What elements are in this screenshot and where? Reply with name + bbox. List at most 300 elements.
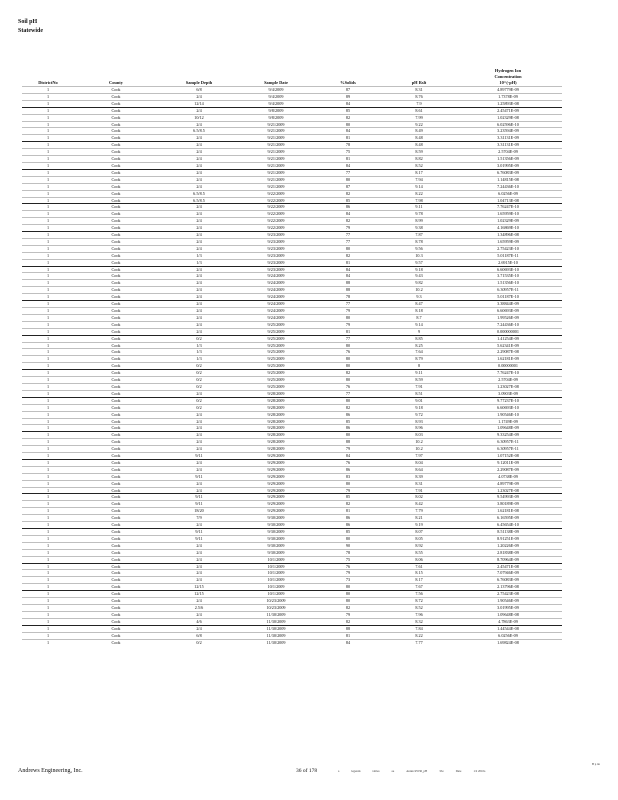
header-county: County bbox=[109, 80, 123, 85]
cell-sample-depth: 2/4 bbox=[158, 238, 240, 245]
table-row bbox=[22, 598, 562, 605]
cell-solids: 79 bbox=[312, 308, 384, 315]
cell-district: 1 bbox=[22, 418, 74, 425]
table-body bbox=[22, 87, 562, 646]
cell-solids: 84 bbox=[312, 266, 384, 273]
cell-solids: 84 bbox=[312, 453, 384, 460]
cell-county: Cook bbox=[74, 114, 158, 121]
cell-hydrogen-ion: 4.89779E-09 bbox=[454, 480, 562, 487]
cell-county: Cook bbox=[74, 611, 158, 618]
cell-district: 1 bbox=[22, 639, 74, 645]
cell-hydrogen-ion: 6.60693E-09 bbox=[454, 308, 562, 315]
cell-ph: 8.48 bbox=[384, 142, 454, 149]
header-hion-line1: Hydrogen Ion bbox=[494, 68, 522, 73]
cell-sample-date: 9/22/2009 bbox=[240, 225, 312, 232]
cell-sample-date: 9/21/2009 bbox=[240, 128, 312, 135]
cell-sample-date: 9/28/2009 bbox=[240, 418, 312, 425]
cell-solids: 79 bbox=[312, 487, 384, 494]
table-row bbox=[22, 432, 562, 439]
cell-sample-date: 10/1/2009 bbox=[240, 556, 312, 563]
footer-meta-item: 3/le bbox=[439, 769, 444, 773]
table-row bbox=[22, 107, 562, 114]
cell-hydrogen-ion: 1.25893E-08 bbox=[454, 100, 562, 107]
cell-district: 1 bbox=[22, 425, 74, 432]
cell-ph: 8.99 bbox=[384, 218, 454, 225]
cell-sample-date: 9/21/2009 bbox=[240, 135, 312, 142]
cell-hydrogen-ion: 5.01187E-10 bbox=[454, 294, 562, 301]
cell-hydrogen-ion: 1.51356E-10 bbox=[454, 280, 562, 287]
cell-ph: 8.39 bbox=[384, 473, 454, 480]
table-row bbox=[22, 604, 562, 611]
cell-sample-depth: 2/4 bbox=[158, 321, 240, 328]
cell-ph: 9 bbox=[384, 328, 454, 335]
cell-ph: 8.85 bbox=[384, 335, 454, 342]
report-subtitle: Statewide bbox=[18, 28, 43, 34]
cell-sample-date: 9/21/2009 bbox=[240, 183, 312, 190]
cell-ph: 9.18 bbox=[384, 266, 454, 273]
header-hion-line3: 10^(-pH) bbox=[499, 80, 517, 85]
cell-solids: 82 bbox=[312, 190, 384, 197]
cell-district: 1 bbox=[22, 149, 74, 156]
table-row bbox=[22, 411, 562, 418]
cell-county: Cook bbox=[74, 363, 158, 370]
cell-hydrogen-ion: 2.13796E-08 bbox=[454, 584, 562, 591]
cell-solids: 76 bbox=[312, 349, 384, 356]
cell-district: 1 bbox=[22, 225, 74, 232]
table-row bbox=[22, 273, 562, 280]
cell-solids: 80 bbox=[312, 377, 384, 384]
cell-sample-depth: 0/2 bbox=[158, 370, 240, 377]
cell-district: 1 bbox=[22, 169, 74, 176]
cell-sample-date: 9/21/2009 bbox=[240, 149, 312, 156]
cell-district: 1 bbox=[22, 390, 74, 397]
cell-hydrogen-ion: 3.0903E-09 bbox=[454, 390, 562, 397]
cell-district: 1 bbox=[22, 156, 74, 163]
cell-district: 1 bbox=[22, 183, 74, 190]
cell-district: 1 bbox=[22, 459, 74, 466]
cell-ph: 7.91 bbox=[384, 383, 454, 390]
cell-county: Cook bbox=[74, 176, 158, 183]
cell-hydrogen-ion: 1.90546E-09 bbox=[454, 598, 562, 605]
header-solids: %Solids bbox=[340, 80, 356, 85]
cell-hydrogen-ion: 3.23594E-09 bbox=[454, 128, 562, 135]
cell-sample-depth: 2/4 bbox=[158, 162, 240, 169]
table-row bbox=[22, 556, 562, 563]
cell-sample-date: 9/23/2009 bbox=[240, 259, 312, 266]
cell-sample-date: 9/29/2009 bbox=[240, 494, 312, 501]
cell-county: Cook bbox=[74, 266, 158, 273]
cell-ph: 8.49 bbox=[384, 128, 454, 135]
table-row bbox=[22, 225, 562, 232]
cell-hydrogen-ion: 6.30957E-11 bbox=[454, 439, 562, 446]
cell-solids: 86 bbox=[312, 515, 384, 522]
cell-district: 1 bbox=[22, 266, 74, 273]
cell-sample-date: 9/4/2009 bbox=[240, 93, 312, 100]
cell-sample-date: 9/29/2009 bbox=[240, 480, 312, 487]
cell-ph: 9.82 bbox=[384, 280, 454, 287]
footer-meta-item: Ander/45536_pH bbox=[406, 769, 428, 773]
cell-district: 1 bbox=[22, 473, 74, 480]
cell-hydrogen-ion: 1.02329E-09 bbox=[454, 218, 562, 225]
cell-district: 1 bbox=[22, 432, 74, 439]
table-row bbox=[22, 259, 562, 266]
cell-county: Cook bbox=[74, 100, 158, 107]
cell-sample-date: 9/22/2009 bbox=[240, 218, 312, 225]
cell-ph: 7.79 bbox=[384, 508, 454, 515]
cell-hydrogen-ion: 1.41254E-09 bbox=[454, 335, 562, 342]
cell-solids: 85 bbox=[312, 107, 384, 114]
cell-sample-depth: 2/4 bbox=[158, 280, 240, 287]
cell-sample-depth: 2/4 bbox=[158, 149, 240, 156]
table-row bbox=[22, 508, 562, 515]
cell-solids: 80 bbox=[312, 397, 384, 404]
cell-sample-date: 9/23/2009 bbox=[240, 252, 312, 259]
header-hydrogen-ion bbox=[454, 60, 562, 87]
cell-county: Cook bbox=[74, 308, 158, 315]
cell-solids: 80 bbox=[312, 314, 384, 321]
cell-ph: 7.61 bbox=[384, 563, 454, 570]
report-title: Soil pH bbox=[18, 19, 38, 25]
cell-county: Cook bbox=[74, 390, 158, 397]
table-row bbox=[22, 335, 562, 342]
cell-county: Cook bbox=[74, 632, 158, 639]
report-title-block bbox=[18, 18, 43, 36]
table-row bbox=[22, 176, 562, 183]
cell-ph: 8.59 bbox=[384, 149, 454, 156]
cell-sample-depth: 2/4 bbox=[158, 432, 240, 439]
table-row bbox=[22, 480, 562, 487]
cell-district: 1 bbox=[22, 618, 74, 625]
cell-sample-depth: 9/11 bbox=[158, 535, 240, 542]
table-row bbox=[22, 618, 562, 625]
cell-district: 1 bbox=[22, 190, 74, 197]
table-row bbox=[22, 549, 562, 556]
cell-hydrogen-ion: 7.24436E-10 bbox=[454, 321, 562, 328]
cell-ph: 10.2 bbox=[384, 439, 454, 446]
cell-county: Cook bbox=[74, 135, 158, 142]
cell-county: Cook bbox=[74, 473, 158, 480]
table-row bbox=[22, 529, 562, 536]
table-row bbox=[22, 625, 562, 632]
cell-county: Cook bbox=[74, 156, 158, 163]
table-row bbox=[22, 238, 562, 245]
cell-solids: 80 bbox=[312, 598, 384, 605]
cell-county: Cook bbox=[74, 425, 158, 432]
cell-district: 1 bbox=[22, 321, 74, 328]
cell-hydrogen-ion: 2.5704E-09 bbox=[454, 377, 562, 384]
cell-ph: 9.11 bbox=[384, 204, 454, 211]
cell-sample-date: 10/1/2009 bbox=[240, 584, 312, 591]
cell-ph: 8.64 bbox=[384, 466, 454, 473]
cell-county: Cook bbox=[74, 225, 158, 232]
cell-district: 1 bbox=[22, 377, 74, 384]
cell-ph: 9.14 bbox=[384, 183, 454, 190]
cell-sample-date: 9/25/2009 bbox=[240, 356, 312, 363]
cell-sample-date: 9/25/2009 bbox=[240, 383, 312, 390]
cell-sample-depth: 9/11 bbox=[158, 501, 240, 508]
cell-solids: 82 bbox=[312, 218, 384, 225]
cell-sample-depth: 12/14 bbox=[158, 100, 240, 107]
table-header-row bbox=[22, 60, 562, 87]
table-row bbox=[22, 570, 562, 577]
cell-solids: 81 bbox=[312, 259, 384, 266]
header-ph-result: pH Rslt bbox=[411, 80, 427, 85]
cell-district: 1 bbox=[22, 335, 74, 342]
cell-ph: 8.82 bbox=[384, 156, 454, 163]
cell-sample-depth: 12/15 bbox=[158, 584, 240, 591]
cell-hydrogen-ion: 3.31131E-09 bbox=[454, 142, 562, 149]
cell-county: Cook bbox=[74, 542, 158, 549]
cell-county: Cook bbox=[74, 349, 158, 356]
cell-county: Cook bbox=[74, 591, 158, 598]
cell-solids: 76 bbox=[312, 563, 384, 570]
cell-sample-date: 9/21/2009 bbox=[240, 176, 312, 183]
cell-hydrogen-ion: 6.0256E-09 bbox=[454, 190, 562, 197]
cell-sample-depth: 0/2 bbox=[158, 377, 240, 384]
table-row bbox=[22, 563, 562, 570]
table-row bbox=[22, 383, 562, 390]
table-row bbox=[22, 121, 562, 128]
cell-sample-depth: 2/4 bbox=[158, 232, 240, 239]
cell-county: Cook bbox=[74, 487, 158, 494]
cell-sample-date: 9/24/2009 bbox=[240, 287, 312, 294]
cell-hydrogen-ion: 7.76247E-10 bbox=[454, 204, 562, 211]
cell-district: 1 bbox=[22, 121, 74, 128]
table-row bbox=[22, 356, 562, 363]
cell-sample-depth: 10/12 bbox=[158, 114, 240, 121]
cell-county: Cook bbox=[74, 183, 158, 190]
cell-sample-depth: 2/4 bbox=[158, 314, 240, 321]
cell-sample-date: 9/22/2009 bbox=[240, 197, 312, 204]
table-row bbox=[22, 466, 562, 473]
cell-sample-date: 9/24/2009 bbox=[240, 280, 312, 287]
cell-sample-depth: 2/4 bbox=[158, 611, 240, 618]
cell-sample-date: 9/23/2009 bbox=[240, 238, 312, 245]
cell-ph: 8.96 bbox=[384, 425, 454, 432]
cell-solids: 77 bbox=[312, 335, 384, 342]
cell-county: Cook bbox=[74, 273, 158, 280]
cell-sample-date: 11/30/2009 bbox=[240, 632, 312, 639]
cell-ph: 8.15 bbox=[384, 570, 454, 577]
cell-solids: 81 bbox=[312, 632, 384, 639]
cell-hydrogen-ion: 4.0738E-09 bbox=[454, 473, 562, 480]
cell-solids: 75 bbox=[312, 149, 384, 156]
cell-hydrogen-ion: 1.62181E-08 bbox=[454, 508, 562, 515]
cell-solids: 75 bbox=[312, 556, 384, 563]
cell-solids: 82 bbox=[312, 404, 384, 411]
cell-hydrogen-ion: 9.77237E-10 bbox=[454, 397, 562, 404]
cell-solids: 79 bbox=[312, 321, 384, 328]
cell-sample-depth: 9/11 bbox=[158, 473, 240, 480]
cell-sample-depth: 2/4 bbox=[158, 466, 240, 473]
cell-sample-date: 9/8/2009 bbox=[240, 114, 312, 121]
cell-sample-date: 9/21/2009 bbox=[240, 169, 312, 176]
cell-ph: 8.18 bbox=[384, 308, 454, 315]
cell-hydrogen-ion: 7.24436E-10 bbox=[454, 183, 562, 190]
cell-county: Cook bbox=[74, 508, 158, 515]
cell-sample-depth: 6.5/8.5 bbox=[158, 190, 240, 197]
cell-ph: 8.92 bbox=[384, 542, 454, 549]
cell-sample-date: 10/1/2009 bbox=[240, 577, 312, 584]
cell-sample-depth: 2/4 bbox=[158, 266, 240, 273]
cell-sample-date: 9/29/2009 bbox=[240, 501, 312, 508]
cell-sample-depth: 6.5/8.5 bbox=[158, 128, 240, 135]
cell-sample-depth: 7/9 bbox=[158, 515, 240, 522]
cell-sample-depth: 2/4 bbox=[158, 446, 240, 453]
cell-hydrogen-ion: 1.07152E-08 bbox=[454, 453, 562, 460]
cell-sample-date: 9/28/2009 bbox=[240, 425, 312, 432]
footer-meta-item: tables bbox=[372, 769, 380, 773]
table-row bbox=[22, 459, 562, 466]
cell-sample-depth: 2/4 bbox=[158, 93, 240, 100]
cell-solids: 86 bbox=[312, 425, 384, 432]
table-row bbox=[22, 370, 562, 377]
cell-sample-date: 9/30/2009 bbox=[240, 535, 312, 542]
cell-district: 1 bbox=[22, 142, 74, 149]
cell-sample-depth: 2/4 bbox=[158, 390, 240, 397]
cell-ph: 10.2 bbox=[384, 446, 454, 453]
cell-solids: 84 bbox=[312, 273, 384, 280]
cell-county: Cook bbox=[74, 446, 158, 453]
cell-district: 1 bbox=[22, 404, 74, 411]
table-row bbox=[22, 211, 562, 218]
cell-ph: 7.56 bbox=[384, 591, 454, 598]
cell-sample-date: 9/24/2009 bbox=[240, 314, 312, 321]
cell-district: 1 bbox=[22, 529, 74, 536]
table-row bbox=[22, 183, 562, 190]
cell-solids: 84 bbox=[312, 639, 384, 645]
cell-district: 1 bbox=[22, 439, 74, 446]
cell-county: Cook bbox=[74, 252, 158, 259]
cell-hydrogen-ion: 1.02329E-08 bbox=[454, 114, 562, 121]
cell-sample-depth: 1/3 bbox=[158, 342, 240, 349]
cell-hydrogen-ion: 6.60693E-10 bbox=[454, 404, 562, 411]
cell-solids: 80 bbox=[312, 480, 384, 487]
cell-sample-depth: 0/2 bbox=[158, 397, 240, 404]
cell-hydrogen-ion: 0.00000001 bbox=[454, 363, 562, 370]
cell-county: Cook bbox=[74, 563, 158, 570]
cell-district: 1 bbox=[22, 197, 74, 204]
cell-ph: 7.84 bbox=[384, 625, 454, 632]
cell-ph: 7.97 bbox=[384, 453, 454, 460]
table-row bbox=[22, 591, 562, 598]
cell-hydrogen-ion: 6.0256E-09 bbox=[454, 632, 562, 639]
cell-ph: 8.76 bbox=[384, 93, 454, 100]
cell-county: Cook bbox=[74, 259, 158, 266]
cell-hydrogen-ion: 6.76083E-09 bbox=[454, 169, 562, 176]
cell-sample-depth: 0/2 bbox=[158, 383, 240, 390]
cell-solids: 82 bbox=[312, 604, 384, 611]
table-row bbox=[22, 87, 562, 94]
cell-county: Cook bbox=[74, 598, 158, 605]
cell-county: Cook bbox=[74, 535, 158, 542]
cell-district: 1 bbox=[22, 314, 74, 321]
cell-ph: 9.19 bbox=[384, 522, 454, 529]
table-row bbox=[22, 535, 562, 542]
footer-page-number: 36 of 178 bbox=[296, 768, 318, 774]
cell-hydrogen-ion: 1.23027E-08 bbox=[454, 383, 562, 390]
cell-sample-depth: 2/4 bbox=[158, 522, 240, 529]
cell-sample-date: 9/22/2009 bbox=[240, 190, 312, 197]
cell-ph: 9.56 bbox=[384, 245, 454, 252]
cell-county: Cook bbox=[74, 383, 158, 390]
cell-solids: 81 bbox=[312, 328, 384, 335]
cell-solids: 81 bbox=[312, 135, 384, 142]
cell-sample-depth: 2/4 bbox=[158, 135, 240, 142]
cell-solids: 88 bbox=[312, 287, 384, 294]
footer-meta-item: ae bbox=[391, 769, 395, 773]
table-row bbox=[22, 128, 562, 135]
cell-ph: 8.04 bbox=[384, 459, 454, 466]
table-row bbox=[22, 93, 562, 100]
cell-county: Cook bbox=[74, 87, 158, 94]
cell-solids: 87 bbox=[312, 87, 384, 94]
cell-district: 1 bbox=[22, 370, 74, 377]
cell-district: 1 bbox=[22, 294, 74, 301]
cell-ph: 8.07 bbox=[384, 529, 454, 536]
cell-ph: 8.79 bbox=[384, 356, 454, 363]
cell-district: 1 bbox=[22, 349, 74, 356]
cell-ph: 7.96 bbox=[384, 611, 454, 618]
cell-sample-date: 9/21/2009 bbox=[240, 121, 312, 128]
cell-sample-depth: 2/4 bbox=[158, 183, 240, 190]
table-row bbox=[22, 487, 562, 494]
cell-county: Cook bbox=[74, 287, 158, 294]
cell-county: Cook bbox=[74, 577, 158, 584]
cell-sample-date: 9/25/2009 bbox=[240, 321, 312, 328]
table-row bbox=[22, 114, 562, 121]
cell-county: Cook bbox=[74, 321, 158, 328]
cell-ph: 7.87 bbox=[384, 232, 454, 239]
cell-solids: 86 bbox=[312, 411, 384, 418]
cell-hydrogen-ion: 4.7863E-09 bbox=[454, 618, 562, 625]
cell-sample-depth: 2/4 bbox=[158, 598, 240, 605]
cell-sample-depth: 2/4 bbox=[158, 570, 240, 577]
cell-solids: 88 bbox=[312, 280, 384, 287]
cell-hydrogen-ion: 6.45654E-10 bbox=[454, 522, 562, 529]
cell-ph: 8.61 bbox=[384, 107, 454, 114]
cell-sample-date: 9/28/2009 bbox=[240, 439, 312, 446]
cell-ph: 9.11 bbox=[384, 370, 454, 377]
cell-county: Cook bbox=[74, 501, 158, 508]
cell-sample-depth: 2/4 bbox=[158, 107, 240, 114]
table-row bbox=[22, 632, 562, 639]
cell-solids: 85 bbox=[312, 494, 384, 501]
cell-county: Cook bbox=[74, 107, 158, 114]
cell-county: Cook bbox=[74, 370, 158, 377]
cell-ph: 8.17 bbox=[384, 577, 454, 584]
cell-sample-date: 9/28/2009 bbox=[240, 432, 312, 439]
cell-sample-depth: 1/3 bbox=[158, 259, 240, 266]
cell-county: Cook bbox=[74, 494, 158, 501]
table-row bbox=[22, 425, 562, 432]
table-row bbox=[22, 169, 562, 176]
cell-hydrogen-ion: 6.16595E-09 bbox=[454, 515, 562, 522]
cell-county: Cook bbox=[74, 556, 158, 563]
cell-ph: 8.05 bbox=[384, 535, 454, 542]
cell-district: 1 bbox=[22, 259, 74, 266]
cell-county: Cook bbox=[74, 604, 158, 611]
soil-ph-table bbox=[22, 60, 562, 645]
cell-sample-date: 9/29/2009 bbox=[240, 453, 312, 460]
cell-hydrogen-ion: 1.04713E-08 bbox=[454, 197, 562, 204]
cell-solids: 77 bbox=[312, 301, 384, 308]
footer-meta bbox=[338, 769, 497, 773]
cell-ph: 9.3 bbox=[384, 294, 454, 301]
cell-county: Cook bbox=[74, 377, 158, 384]
table-row bbox=[22, 156, 562, 163]
cell-hydrogen-ion: 2.29087E-08 bbox=[454, 349, 562, 356]
